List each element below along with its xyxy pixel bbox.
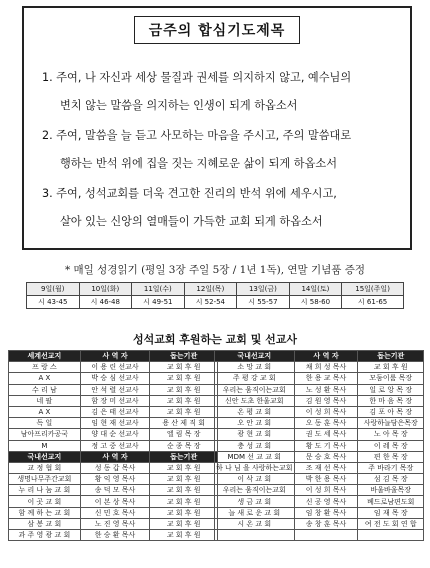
table-row	[9, 485, 218, 496]
table-cell: M	[9, 440, 81, 451]
table-header-cell: 돕는기관	[358, 351, 424, 362]
reading-day-cell: 11일(수)	[132, 283, 185, 296]
table-cell: 교 회 후 원	[150, 530, 218, 541]
table-row	[9, 507, 218, 518]
table-cell: 여 전 도 회 연 합	[358, 518, 424, 529]
table-cell: 이 용 린 선교사	[80, 362, 150, 373]
prayer-item-line1: 1. 주여, 나 자신과 세상 물질과 권세를 의지하지 않고, 예수님의	[42, 71, 352, 84]
table-cell: 온 평 교 회	[215, 406, 295, 417]
table-cell: 교 회 후 원	[150, 462, 218, 473]
table-cell: 한 승 환 목사	[80, 530, 150, 541]
prayer-item-line2: 행하는 반석 위에 집을 짓는 지혜로운 삶이 되게 하옵소서	[60, 157, 338, 170]
table-cell: 사랑하늘담은목장	[358, 418, 424, 429]
table-cell: 누 리 나 눔 교 회	[9, 485, 81, 496]
table-cell: 과 주 영 광 교 회	[9, 530, 81, 541]
table-header-row	[9, 351, 218, 362]
table-cell: 시 온 교 회	[215, 518, 295, 529]
table-cell: 충 성 교 회	[215, 440, 295, 451]
table-cell: 함 장 미 선교사	[80, 395, 150, 406]
table-cell: 교 정 협 회	[9, 462, 81, 473]
table-row	[215, 518, 424, 529]
table-cell: 남아프리카공국	[9, 429, 81, 440]
table-cell: 한 용 교 목사	[294, 373, 358, 384]
table-cell: 교 회 후 원	[150, 406, 218, 417]
prayer-item-line1: 3. 주여, 성석교회를 더욱 견고한 진리의 반석 위에 세우시고,	[42, 187, 337, 200]
table-cell: 채 희 성 목사	[294, 362, 358, 373]
table-row	[215, 373, 424, 384]
table-cell: 늘 새 로 운 교 회	[215, 507, 295, 518]
reading-day-cell: 12일(목)	[184, 283, 237, 296]
table-cell: 이 삭 교 회	[215, 474, 295, 485]
table-cell: 노 성 환 목사	[294, 384, 358, 395]
prayer-title: 금주의 합심기도제목	[134, 16, 301, 44]
table-cell: 성 동 갑 목사	[80, 462, 150, 473]
prayer-item	[42, 122, 402, 178]
table-cell: 노 진 영 목사	[80, 518, 150, 529]
table-cell: 신안 도초 한울교회	[215, 395, 295, 406]
table-cell: 프 랑 스	[9, 362, 81, 373]
table-row	[215, 451, 424, 462]
table-cell: 하 나 님 을 사랑하는교회	[216, 463, 293, 472]
table-cell: 김 은 태 선교사	[80, 406, 150, 417]
table-cell: 이 본 상 목사	[80, 496, 150, 507]
reading-range-cell: 시 46-48	[79, 296, 132, 309]
table-header-cell: 사 역 자	[294, 351, 358, 362]
table-header-cell: 국내선교지	[9, 451, 81, 462]
table-cell: MDM 선 교 교 회	[215, 451, 295, 462]
reading-range-cell: 시 58-60	[289, 296, 342, 309]
table-cell: 이 레 목 장	[358, 440, 424, 451]
table-cell	[358, 530, 424, 541]
table-header-row	[215, 351, 424, 362]
prayer-item	[42, 180, 402, 236]
table-cell: 생명나무주간교회	[9, 474, 81, 485]
support-title: 성석교회 후원하는 교회 및 선교사	[132, 333, 298, 346]
table-row	[215, 507, 424, 518]
table-cell	[215, 530, 295, 541]
table-cell: 생 금 교 회	[215, 496, 295, 507]
table-cell: 독 일	[9, 418, 81, 429]
reading-day-cell: 13일(금)	[237, 283, 290, 296]
table-header-row	[9, 451, 218, 462]
table-cell: 교 회 후 원	[150, 507, 218, 518]
table-cell: 교 회 후 원	[150, 373, 218, 384]
table-cell: 주 바라기 목장	[358, 462, 424, 473]
prayer-item-line2: 변치 않는 말씀을 의지하는 인생이 되게 하옵소서	[60, 99, 298, 112]
table-row	[215, 474, 424, 485]
table-row	[215, 462, 424, 473]
table-cell: 한 마 음 목 장	[358, 395, 424, 406]
table-cell: 베드로남편도회	[358, 496, 424, 507]
reading-days-row	[27, 283, 404, 296]
table-cell: 안 석 렬 선교사	[80, 384, 150, 395]
table-cell: A X	[9, 373, 81, 384]
table-header-cell: 세계선교지	[9, 351, 81, 362]
table-row	[9, 362, 218, 373]
reading-range-cell: 시 61-65	[342, 296, 404, 309]
table-cell: 오 동 훈 목사	[294, 418, 358, 429]
table-cell: 주 평 강 교 회	[215, 373, 295, 384]
reading-day-cell: 15일(주일)	[342, 283, 404, 296]
table-cell: 모둠이룸 목장	[358, 373, 424, 384]
table-cell: 송 덕 모 목사	[80, 485, 150, 496]
table-row	[9, 384, 218, 395]
bible-reading-table	[26, 282, 404, 309]
table-cell: 오 안 교 회	[215, 418, 295, 429]
table-cell: 섬 김 목 장	[358, 474, 424, 485]
table-row	[215, 362, 424, 373]
table-row	[9, 418, 218, 429]
table-header-cell: 돕는기관	[150, 351, 218, 362]
reading-range-cell: 시 52-54	[184, 296, 237, 309]
table-cell: 임 재 목 장	[358, 507, 424, 518]
reading-ranges-row	[27, 296, 404, 309]
bible-reading-note: * 매일 성경읽기 (평일 3장 주일 5장 / 1년 1독), 연말 기념품 증정	[64, 264, 366, 276]
table-cell: 소 망 교 회	[215, 362, 295, 373]
table-row	[9, 373, 218, 384]
prayer-topics-box	[22, 6, 412, 250]
table-header-cell: 돕는기관	[150, 451, 218, 462]
table-cell: 이 곳 교 회	[9, 496, 81, 507]
table-row	[9, 395, 218, 406]
world-mission-table	[8, 350, 218, 541]
table-row	[9, 518, 218, 529]
table-cell: 삼 봉 교 회	[9, 518, 81, 529]
table-cell: 엘 림 목 장	[150, 429, 218, 440]
table-cell: 네 팔	[9, 395, 81, 406]
table-cell: A X	[9, 406, 81, 417]
reading-day-cell: 14일(토)	[289, 283, 342, 296]
table-row	[215, 530, 424, 541]
table-cell: 조 재 선 목사	[294, 462, 358, 473]
table-cell: 교 회 후 원	[150, 485, 218, 496]
table-header-cell: 사 역 자	[80, 351, 150, 362]
table-cell: 교 회 후 원	[150, 496, 218, 507]
table-cell: 정 고 중 선교사	[80, 440, 150, 451]
table-row	[9, 496, 218, 507]
reading-day-cell: 10일(화)	[79, 283, 132, 296]
table-cell: 교 회 후 원	[150, 395, 218, 406]
table-row	[215, 440, 424, 451]
table-cell: 신 민 호 목사	[80, 507, 150, 518]
table-row	[215, 384, 424, 395]
table-cell: 김 원 영 목사	[294, 395, 358, 406]
table-cell: 김 포 아 목 장	[358, 406, 424, 417]
table-cell: 광 현 교 회	[215, 429, 295, 440]
prayer-list	[42, 64, 402, 236]
table-cell: 박 승 심 선교사	[80, 373, 150, 384]
table-row	[9, 429, 218, 440]
table-cell: 수 리 남	[9, 384, 81, 395]
table-cell: 우리는 움직이는교회	[215, 384, 295, 395]
table-cell: 용 산 제 직 회	[150, 418, 218, 429]
table-cell: 교 회 후 원	[150, 362, 218, 373]
table-cell: 임 창 환 목사	[294, 507, 358, 518]
prayer-item-line1: 2. 주여, 말씀을 늘 듣고 사모하는 마음을 주시고, 주의 말씀대로	[42, 129, 352, 142]
table-cell: 문 승 호 목사	[294, 451, 358, 462]
prayer-item	[42, 64, 402, 120]
table-cell: 임 현 재 선교사	[80, 418, 150, 429]
table-cell: 이 성 희 목사	[294, 406, 358, 417]
table-cell: 신 공 영 목사	[294, 496, 358, 507]
table-row	[215, 418, 424, 429]
table-row	[215, 429, 424, 440]
table-row	[215, 395, 424, 406]
table-row	[9, 462, 218, 473]
table-cell	[294, 530, 358, 541]
table-row	[9, 474, 218, 485]
table-row	[215, 406, 424, 417]
table-cell: 교 회 후 원	[150, 384, 218, 395]
table-cell: 순 종 목 장	[150, 440, 218, 451]
table-cell: 우리는 움직이는교회	[215, 485, 295, 496]
reading-day-cell: 9일(월)	[27, 283, 80, 296]
table-cell: 박 한 용 목사	[294, 474, 358, 485]
table-cell: 양 대 순 선교사	[80, 429, 150, 440]
reading-range-cell: 시 55-57	[237, 296, 290, 309]
table-header-cell: 사 역 자	[80, 451, 150, 462]
reading-range-cell: 시 49-51	[132, 296, 185, 309]
table-cell: 교 회 후 원	[150, 474, 218, 485]
table-cell: 바울바울목장	[358, 485, 424, 496]
table-cell: 편 한 목 장	[358, 451, 424, 462]
table-cell: 함 께 하 는 교 회	[9, 507, 81, 518]
table-row	[9, 440, 218, 451]
table-cell: 교 회 후 원	[150, 518, 218, 529]
table-row	[9, 406, 218, 417]
table-cell: 황 익 영 목사	[80, 474, 150, 485]
domestic-mission-table	[214, 350, 424, 541]
table-row	[215, 485, 424, 496]
table-cell: 일 로 앙 목 장	[358, 384, 424, 395]
table-cell: 황 도 기 목사	[294, 440, 358, 451]
table-cell: 권 도 세 목사	[294, 429, 358, 440]
reading-range-cell: 시 43-45	[27, 296, 80, 309]
prayer-item-line2: 살아 있는 신앙의 열매들이 가득한 교회 되게 하옵소서	[60, 215, 323, 228]
table-cell: 이 성 희 목사	[294, 485, 358, 496]
table-row	[9, 530, 218, 541]
table-row	[215, 496, 424, 507]
table-cell: 송 창 훈 목사	[294, 518, 358, 529]
table-cell: 교 회 후 원	[358, 362, 424, 373]
table-cell: 노 아 목 장	[358, 429, 424, 440]
table-header-cell: 국내선교지	[215, 351, 295, 362]
